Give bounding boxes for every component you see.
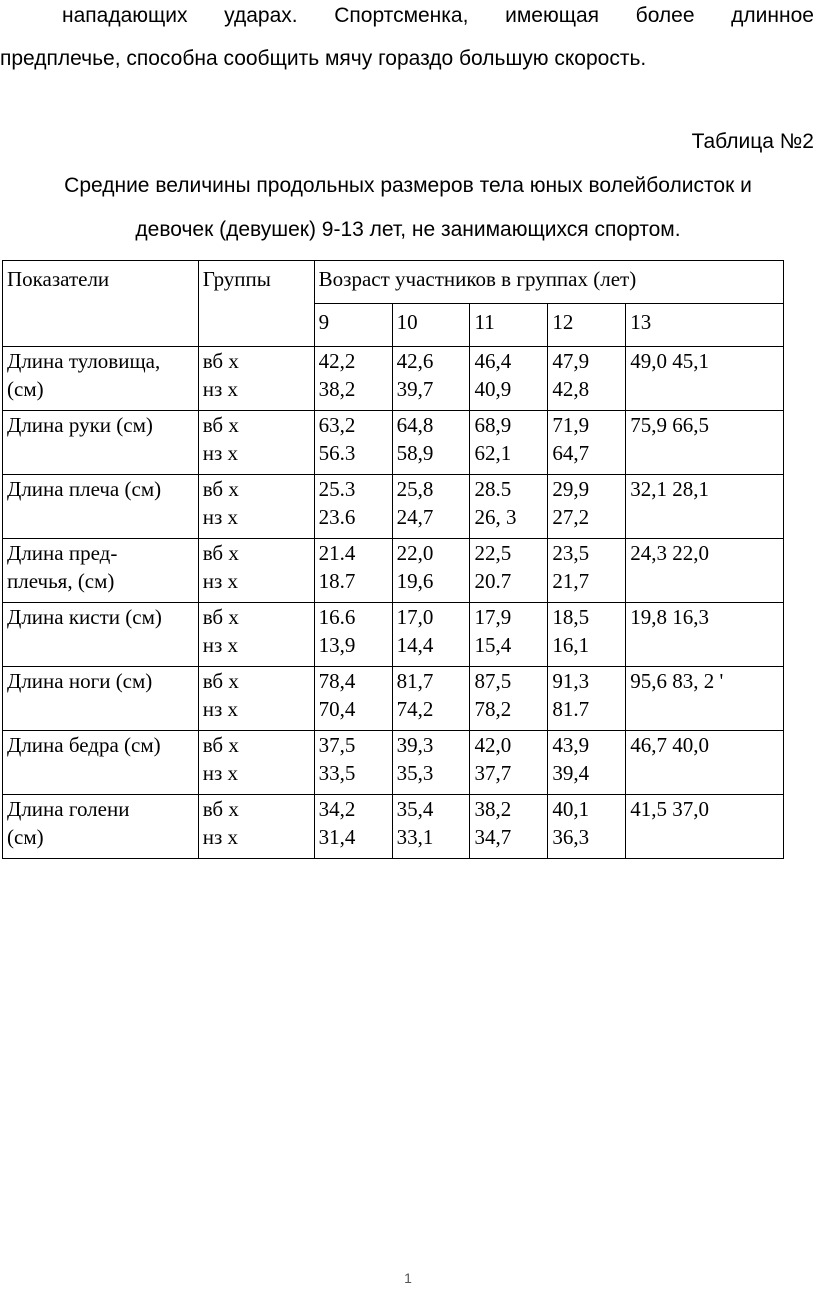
value-cell-line: 34,2	[318, 797, 356, 821]
group-cell-line: вб х	[202, 349, 239, 373]
value-cell-line: 18.7	[318, 569, 356, 593]
indicator-cell-line: Длина ноги (см)	[7, 669, 153, 693]
value-cell-line: 58,9	[396, 441, 434, 465]
value-cell	[314, 795, 392, 859]
indicator-cell	[3, 411, 199, 475]
value-cell	[314, 475, 392, 539]
value-cell-line: 74,2	[396, 697, 434, 721]
group-cell-line: вб х	[202, 605, 239, 629]
value-cell	[626, 475, 784, 539]
header-age: Возраст участников в группах (лет)	[314, 261, 783, 304]
table-row	[3, 667, 784, 731]
value-cell	[626, 411, 784, 475]
group-cell	[198, 475, 314, 539]
group-cell	[198, 731, 314, 795]
group-cell	[198, 795, 314, 859]
value-cell	[470, 731, 548, 795]
value-cell-line: 46,7 40,0	[630, 733, 710, 757]
value-cell-line: 68,9	[474, 413, 512, 437]
group-cell	[198, 603, 314, 667]
group-cell-line: нз х	[202, 825, 239, 849]
value-cell-line: 25.3	[318, 477, 356, 501]
group-cell	[198, 347, 314, 411]
indicator-cell	[3, 475, 199, 539]
value-cell-line: 62,1	[474, 441, 512, 465]
group-cell-line: нз х	[202, 441, 239, 465]
value-cell-line: 28.5	[474, 477, 512, 501]
value-cell-line: 16.6	[318, 605, 356, 629]
value-cell-line: 17,9	[474, 605, 512, 629]
table-row	[3, 731, 784, 795]
value-cell-line: 21.4	[318, 541, 356, 565]
value-cell	[548, 411, 626, 475]
value-cell-line: 22,0	[396, 541, 434, 565]
value-cell	[626, 795, 784, 859]
value-cell-line: 27,2	[552, 505, 590, 529]
value-cell-line: 39,3	[396, 733, 434, 757]
group-cell-line: вб х	[202, 797, 239, 821]
indicator-cell	[3, 539, 199, 603]
group-cell-line: вб х	[202, 669, 239, 693]
value-cell-line: 47,9	[552, 349, 590, 373]
group-cell-line: нз х	[202, 569, 239, 593]
value-cell	[392, 667, 470, 731]
value-cell-line: 49,0 45,1	[630, 349, 710, 373]
table-body	[3, 347, 784, 859]
indicator-cell-line: Длина бедра (см)	[7, 733, 161, 757]
value-cell	[470, 603, 548, 667]
value-cell	[314, 667, 392, 731]
value-cell-line: 42,6	[396, 349, 434, 373]
value-cell	[392, 411, 470, 475]
value-cell	[626, 731, 784, 795]
table-label: Таблица №2	[691, 130, 814, 153]
value-cell	[626, 667, 784, 731]
table-row	[3, 347, 784, 411]
value-cell-line: 56.3	[318, 441, 356, 465]
page-number: 1	[404, 1270, 412, 1286]
table-row	[3, 411, 784, 475]
value-cell	[548, 603, 626, 667]
value-cell-line: 78,4	[318, 669, 356, 693]
group-cell-line: нз х	[202, 377, 239, 401]
group-cell	[198, 411, 314, 475]
value-cell	[392, 475, 470, 539]
value-cell-line: 75,9 66,5	[630, 413, 710, 437]
value-cell	[626, 347, 784, 411]
indicator-cell-line: Длина туловища,	[7, 349, 161, 373]
value-cell-line: 23.6	[318, 505, 356, 529]
indicator-cell-line: Длина голени	[7, 797, 130, 821]
indicator-cell-line: (см)	[7, 825, 44, 849]
table-row	[3, 539, 784, 603]
group-cell-line: вб х	[202, 733, 239, 757]
word: длинное	[731, 4, 814, 27]
value-cell-line: 15,4	[474, 633, 512, 657]
value-cell-line: 46,4	[474, 349, 512, 373]
table-row	[3, 603, 784, 667]
indicator-cell	[3, 795, 199, 859]
value-cell	[548, 347, 626, 411]
group-cell	[198, 539, 314, 603]
value-cell-line: 39,4	[552, 761, 590, 785]
indicator-cell	[3, 347, 199, 411]
value-cell-line: 43,9	[552, 733, 590, 757]
value-cell-line: 23,5	[552, 541, 590, 565]
value-cell-line: 14,4	[396, 633, 434, 657]
word: более	[635, 4, 695, 27]
indicator-cell	[3, 731, 199, 795]
header-age-13: 13	[626, 304, 784, 347]
value-cell	[470, 347, 548, 411]
value-cell	[314, 539, 392, 603]
value-cell-line: 34,7	[474, 825, 512, 849]
group-cell-line: нз х	[202, 633, 239, 657]
value-cell	[392, 347, 470, 411]
paragraph-line-1	[62, 4, 814, 28]
value-cell	[314, 603, 392, 667]
value-cell	[392, 795, 470, 859]
value-cell	[314, 411, 392, 475]
value-cell-line: 20.7	[474, 569, 512, 593]
value-cell-line: 33,5	[318, 761, 356, 785]
value-cell-line: 13,9	[318, 633, 356, 657]
value-cell-line: 38,2	[318, 377, 356, 401]
indicator-cell	[3, 603, 199, 667]
value-cell-line: 71,9	[552, 413, 590, 437]
value-cell	[548, 475, 626, 539]
value-cell	[392, 603, 470, 667]
value-cell	[470, 667, 548, 731]
value-cell-line: 35,3	[396, 761, 434, 785]
indicator-cell-line: Длина пред-	[7, 541, 118, 565]
group-cell-line: вб х	[202, 477, 239, 501]
value-cell	[470, 411, 548, 475]
value-cell-line: 81.7	[552, 697, 590, 721]
group-cell-line: вб х	[202, 413, 239, 437]
table-row	[3, 795, 784, 859]
value-cell	[548, 795, 626, 859]
value-cell	[548, 731, 626, 795]
value-cell-line: 81,7	[396, 669, 434, 693]
indicator-cell-line: Длина кисти (см)	[7, 605, 162, 629]
table-title-line-2: девочек (девушек) 9-13 лет, не занимающихся спортом.	[135, 218, 681, 241]
measurements-table	[2, 260, 784, 859]
value-cell	[392, 731, 470, 795]
value-cell-line: 19,6	[396, 569, 434, 593]
value-cell-line: 19,8 16,3	[630, 605, 710, 629]
value-cell-line: 39,7	[396, 377, 434, 401]
table-row	[3, 475, 784, 539]
paragraph-line-2: предплечье, способна сообщить мячу гораздо большую скорость.	[0, 47, 647, 70]
group-cell-line: нз х	[202, 697, 239, 721]
header-age-12: 12	[548, 304, 626, 347]
value-cell-line: 33,1	[396, 825, 434, 849]
value-cell	[470, 539, 548, 603]
value-cell-line: 37,5	[318, 733, 356, 757]
table-title-line-1: Средние величины продольных размеров тела юных волейболисток и	[64, 174, 752, 197]
value-cell-line: 26, 3	[474, 505, 517, 529]
value-cell-line: 42,0	[474, 733, 512, 757]
value-cell	[314, 347, 392, 411]
header-age-10: 10	[392, 304, 470, 347]
value-cell-line: 40,1	[552, 797, 590, 821]
value-cell-line: 36,3	[552, 825, 590, 849]
value-cell-line: 63,2	[318, 413, 356, 437]
value-cell-line: 24,7	[396, 505, 434, 529]
value-cell-line: 78,2	[474, 697, 512, 721]
header-age-11: 11	[470, 304, 548, 347]
indicator-cell-line: Длина руки (см)	[7, 413, 153, 437]
value-cell-line: 42,2	[318, 349, 356, 373]
value-cell-line: 87,5	[474, 669, 512, 693]
value-cell-line: 70,4	[318, 697, 356, 721]
word: имеющая	[505, 4, 600, 27]
group-cell-line: нз х	[202, 761, 239, 785]
value-cell-line: 31,4	[318, 825, 356, 849]
group-cell-line: вб х	[202, 541, 239, 565]
header-age-9: 9	[314, 304, 392, 347]
value-cell	[392, 539, 470, 603]
indicator-cell-line: (см)	[7, 377, 44, 401]
value-cell-line: 35,4	[396, 797, 434, 821]
value-cell-line: 64,8	[396, 413, 434, 437]
group-cell	[198, 667, 314, 731]
value-cell	[548, 667, 626, 731]
indicator-cell-line: Длина плеча (см)	[7, 477, 162, 501]
word: нападающих	[62, 4, 188, 27]
value-cell	[470, 475, 548, 539]
value-cell	[626, 539, 784, 603]
word: Спортсменка,	[334, 4, 469, 27]
value-cell-line: 64,7	[552, 441, 590, 465]
value-cell-line: 95,6 83, 2 '	[630, 669, 724, 693]
value-cell-line: 24,3 22,0	[630, 541, 710, 565]
value-cell-line: 18,5	[552, 605, 590, 629]
header-groups: Группы	[198, 261, 314, 347]
value-cell-line: 25,8	[396, 477, 434, 501]
value-cell-line: 91,3	[552, 669, 590, 693]
value-cell-line: 40,9	[474, 377, 512, 401]
value-cell-line: 38,2	[474, 797, 512, 821]
indicator-cell-line: плечья, (см)	[7, 569, 115, 593]
value-cell-line: 17,0	[396, 605, 434, 629]
value-cell	[548, 539, 626, 603]
value-cell-line: 21,7	[552, 569, 590, 593]
value-cell-line: 22,5	[474, 541, 512, 565]
value-cell	[470, 795, 548, 859]
value-cell-line: 42,8	[552, 377, 590, 401]
value-cell-line: 29,9	[552, 477, 590, 501]
value-cell	[314, 731, 392, 795]
indicator-cell	[3, 667, 199, 731]
value-cell-line: 32,1 28,1	[630, 477, 710, 501]
value-cell	[626, 603, 784, 667]
value-cell-line: 16,1	[552, 633, 590, 657]
word: ударах.	[224, 4, 298, 27]
header-indicators: Показатели	[3, 261, 199, 347]
value-cell-line: 37,7	[474, 761, 512, 785]
value-cell-line: 41,5 37,0	[630, 797, 710, 821]
group-cell-line: нз х	[202, 505, 239, 529]
